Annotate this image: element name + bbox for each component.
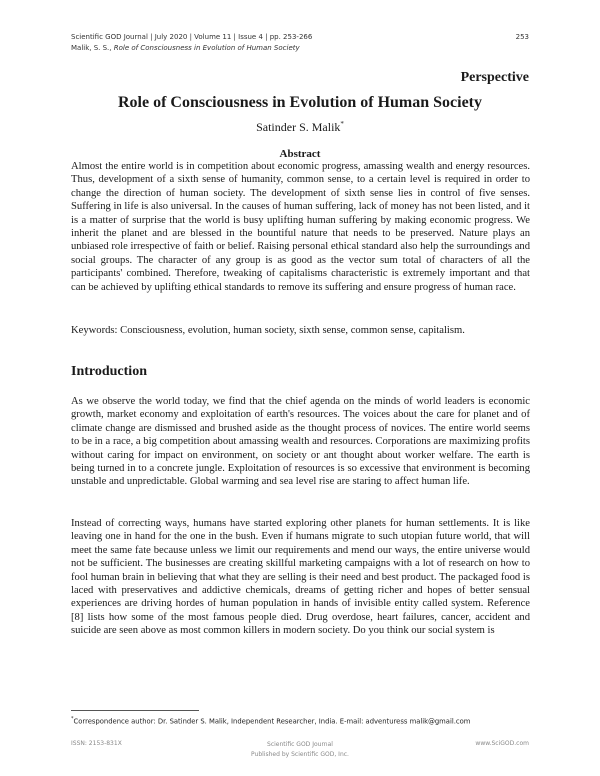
footer-publisher-line-1: Scientific GOD Journal <box>267 741 333 748</box>
footer-publisher-line-2: Published by Scientific GOD, Inc. <box>251 751 349 758</box>
section-type-label: Perspective <box>460 70 529 85</box>
keywords: Keywords: Consciousness, evolution, human society, sixth sense, common sense, capitalism. <box>71 325 465 336</box>
correspondence-footnote <box>71 716 470 725</box>
abstract-heading: Abstract <box>279 148 321 160</box>
footer-issn: ISSN: 2153-831X <box>71 740 122 747</box>
footer-website[interactable]: www.SciGOD.com <box>475 740 529 747</box>
introduction-paragraph-2: Instead of correcting ways, humans have started exploring other planets for human settlements. It is like leaving one in hand for the one in the bush. Even if humans migrate to such utopian future world, that will meet the same fate because unless we limit our requirements and mend our ways, the entire universe would not be sufficient. The businesses are creating skillful marketing campaigns with a lot of research on how to fool human brain in believing that what they are selling is their need and best product. The packaged food is laced with preservatives and addictive chemicals, dreams of getting richer and hopes of better sensual experiences are driving hordes of human population in hands of invisible entity called system. Reference [8] lists how some of the most famous people died. Drug overdose, heart failures, cancer, accident and suicide are seen above as most common killers in modern society. Do you think our social system is <box>71 518 530 637</box>
citation-running-header <box>71 44 300 52</box>
author-line <box>0 120 600 135</box>
journal-running-header: Scientific GOD Journal | July 2020 | Volume 11 | Issue 4 | pp. 253-266 <box>71 33 313 41</box>
author-name: Satinder S. Malik <box>256 120 341 134</box>
page-number: 253 <box>515 33 529 41</box>
article-title: Role of Consciousness in Evolution of Human Society <box>117 94 483 111</box>
author-footnote-mark: * <box>340 120 344 128</box>
footnote-mark: * <box>71 716 74 722</box>
footnote-text: Correspondence author: Dr. Satinder S. Malik, Independent Researcher, India. E-mail: adventuress malik@gmail.com <box>73 717 471 726</box>
abstract-body: Almost the entire world is in competition about economic progress, amassing wealth and energy resources. Thus, development of a sixth sense of humanity, common sense, to a certain level is required in order to change the direction of human society. The development of sixth sense lies in control of five senses. Suffering in life is also universal. In the causes of human suffering, lack of money has not been listed, and it is a matter of surprise that the world is busy uplifting human suffering by making economic progress. We inherit the planet and are blessed in the bountiful nature that needs to be preserved. Nature plays an unbiased role irrespective of faith or belief. Raising personal ethical standard also help the surroundings and social groups. The character of any group is as good as the vector sum total of characters of all the participants' combined. Therefore, tweaking of capitalisms characteristic is extremely important and that can be achieved by uplifting ethical standards to remove its suffering and ensure progress of human race. <box>71 161 530 293</box>
citation-title: Role of Consciousness in Evolution of Human Society <box>113 44 300 52</box>
footnote-divider <box>71 710 199 711</box>
citation-prefix: Malik, S. S., <box>71 44 114 52</box>
introduction-paragraph-1: As we observe the world today, we find that the chief agenda on the minds of world leaders is economic growth, market economy and exploitation of earth's resources. The voices about the care for planet and of climate change are dismissed and brushed aside as the thought process of novices. The entire world seems to be in a race, a big competition about amassing wealth and resources. Corporations are maximizing profits without caring for impact on environment, on society or ant thought about worker welfare. The earth is being turned in to a concrete jungle. Exploitation of resources is so excessive that environment is becoming unstable and unpredictable. Global warming and sea level rise are staring to affect human life. <box>71 396 530 488</box>
introduction-heading: Introduction <box>71 364 147 379</box>
